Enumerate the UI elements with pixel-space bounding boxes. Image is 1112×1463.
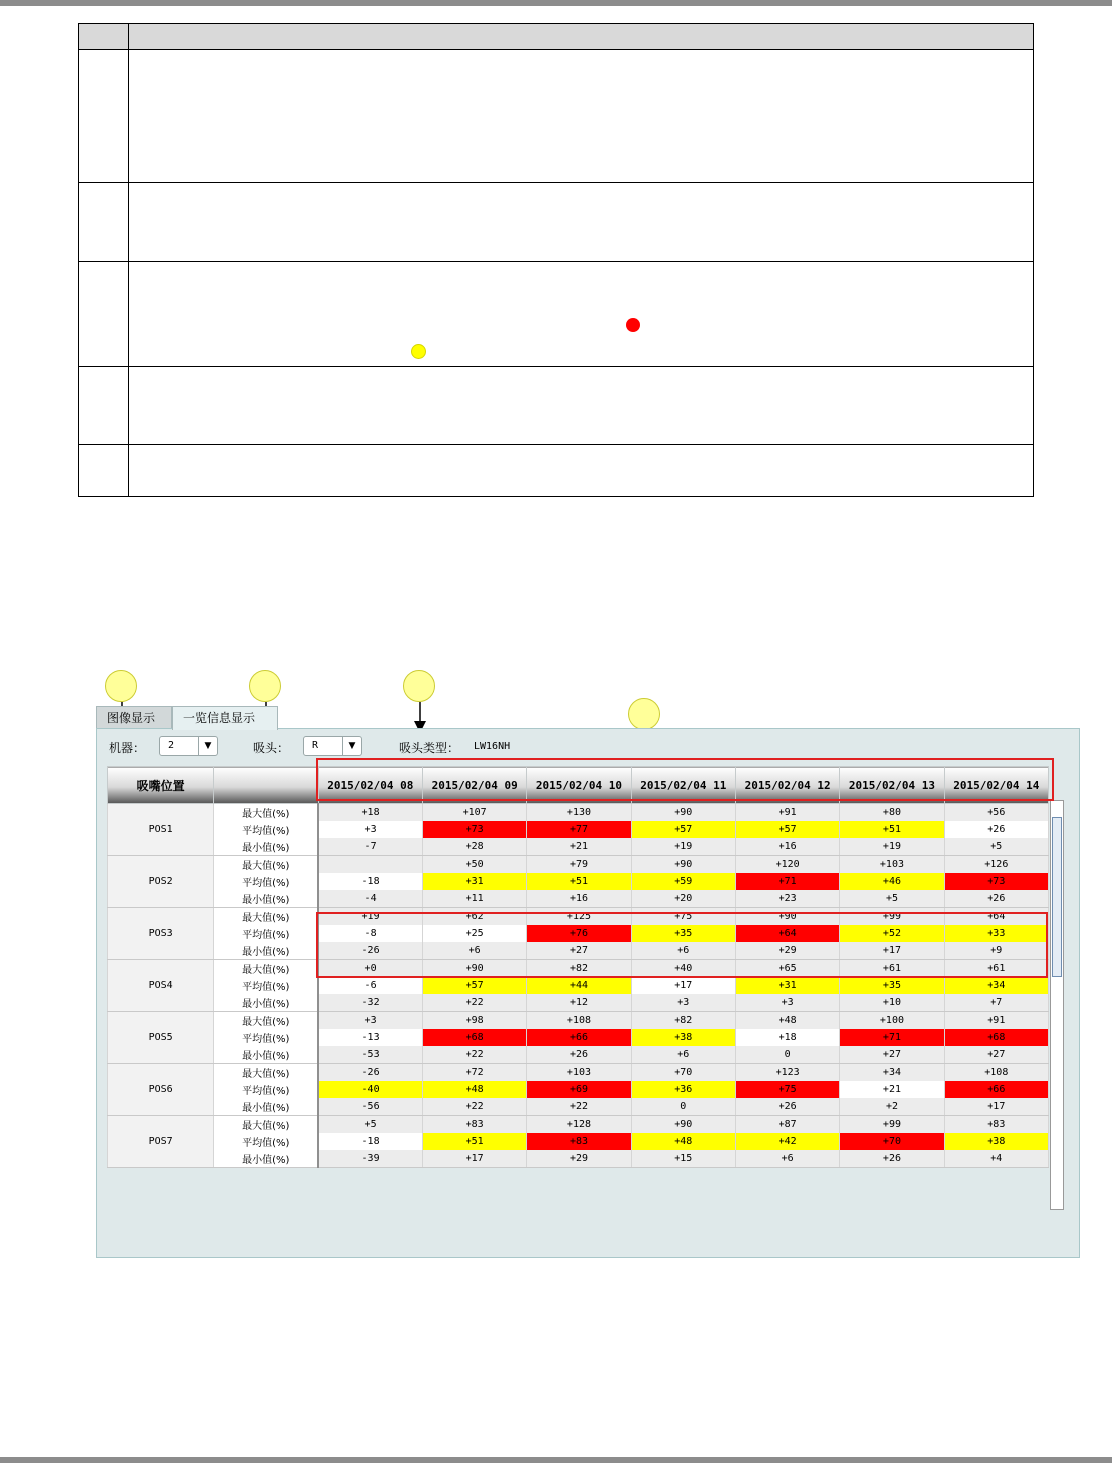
table-row xyxy=(108,821,1049,838)
value-cell: +75 xyxy=(735,1081,839,1098)
value-cell: -40 xyxy=(318,1081,422,1098)
value-cell: +28 xyxy=(422,838,526,856)
value-cell: +27 xyxy=(944,1046,1048,1064)
machine-select[interactable] xyxy=(159,736,218,756)
value-cell: +65 xyxy=(735,960,839,978)
value-cell: +15 xyxy=(631,1150,735,1168)
value-cell: +91 xyxy=(735,804,839,822)
vertical-scrollbar[interactable] xyxy=(1050,800,1064,1210)
date-column-header: 2015/02/04 10 xyxy=(527,767,631,804)
nozzle-position-cell: POS1 xyxy=(108,804,214,856)
pos3-rows-highlight xyxy=(316,912,1048,978)
value-cell: +80 xyxy=(840,804,944,822)
value-cell: +9 xyxy=(944,942,1048,960)
value-cell: +34 xyxy=(840,1064,944,1082)
value-cell: +16 xyxy=(735,838,839,856)
value-cell: +48 xyxy=(735,1012,839,1030)
metric-label: 平均值(%) xyxy=(214,821,318,838)
value-cell: +26 xyxy=(527,1046,631,1064)
value-cell: +123 xyxy=(735,1064,839,1082)
value-cell: +23 xyxy=(735,890,839,908)
value-cell: +57 xyxy=(631,821,735,838)
value-cell: +42 xyxy=(735,1133,839,1150)
value-cell: +79 xyxy=(527,856,631,874)
value-cell: +12 xyxy=(527,994,631,1012)
value-cell: +17 xyxy=(840,942,944,960)
nozzle-type-value: LW16NH xyxy=(474,741,511,752)
table-row xyxy=(108,873,1049,890)
metric-label: 最小值(%) xyxy=(214,838,318,856)
table-row xyxy=(108,1064,1049,1082)
value-cell: +27 xyxy=(840,1046,944,1064)
value-cell: +6 xyxy=(735,1150,839,1168)
value-cell: +3 xyxy=(318,821,422,838)
value-cell: -18 xyxy=(318,1133,422,1150)
value-cell: +44 xyxy=(527,977,631,994)
value-cell: +64 xyxy=(735,925,839,942)
date-column-header: 2015/02/04 11 xyxy=(631,767,735,804)
metric-label: 最大值(%) xyxy=(214,1012,318,1030)
value-cell: 0 xyxy=(631,1098,735,1116)
value-cell: 0 xyxy=(735,1046,839,1064)
value-cell: +5 xyxy=(944,838,1048,856)
value-cell: +82 xyxy=(527,960,631,978)
value-cell: +99 xyxy=(840,1116,944,1134)
value-cell: +21 xyxy=(527,838,631,856)
metric-label: 最大值(%) xyxy=(214,960,318,978)
head-label: 吸头： xyxy=(253,741,290,755)
date-columns-highlight xyxy=(316,758,1054,801)
value-cell: +48 xyxy=(422,1081,526,1098)
value-cell: -32 xyxy=(318,994,422,1012)
value-cell: +19 xyxy=(631,838,735,856)
metric-label: 最大值(%) xyxy=(214,1064,318,1082)
value-cell: +22 xyxy=(527,1098,631,1116)
value-cell: +38 xyxy=(944,1133,1048,1150)
table-row xyxy=(108,1046,1049,1064)
metric-label: 最大值(%) xyxy=(214,804,318,822)
value-cell: +22 xyxy=(422,994,526,1012)
metric-label: 最小值(%) xyxy=(214,1098,318,1116)
value-cell: +73 xyxy=(422,821,526,838)
table-row xyxy=(108,977,1049,994)
value-cell: +6 xyxy=(631,942,735,960)
value-cell: +52 xyxy=(840,925,944,942)
value-cell: +90 xyxy=(735,908,839,926)
value-cell: -13 xyxy=(318,1029,422,1046)
value-cell: -26 xyxy=(318,1064,422,1082)
value-cell: +68 xyxy=(944,1029,1048,1046)
value-cell: +22 xyxy=(422,1046,526,1064)
value-cell: +34 xyxy=(944,977,1048,994)
value-cell: +0 xyxy=(318,960,422,978)
value-cell xyxy=(318,856,422,874)
metric-label: 最大值(%) xyxy=(214,1116,318,1134)
value-cell: +82 xyxy=(631,1012,735,1030)
date-column-header: 2015/02/04 12 xyxy=(735,767,839,804)
value-cell: +3 xyxy=(735,994,839,1012)
value-cell: +57 xyxy=(735,821,839,838)
value-cell: +18 xyxy=(318,804,422,822)
value-cell: +36 xyxy=(631,1081,735,1098)
value-cell: +48 xyxy=(631,1133,735,1150)
table-row xyxy=(108,1029,1049,1046)
value-cell: +31 xyxy=(735,977,839,994)
value-cell: +50 xyxy=(422,856,526,874)
metric-label: 平均值(%) xyxy=(214,1029,318,1046)
value-cell: +83 xyxy=(944,1116,1048,1134)
metric-label: 最小值(%) xyxy=(214,1046,318,1064)
value-cell: +7 xyxy=(944,994,1048,1012)
value-cell: +57 xyxy=(422,977,526,994)
value-cell: +35 xyxy=(631,925,735,942)
value-cell: +68 xyxy=(422,1029,526,1046)
value-cell: +27 xyxy=(527,942,631,960)
value-cell: +99 xyxy=(840,908,944,926)
table-body xyxy=(108,804,1049,1168)
table-row xyxy=(108,1150,1049,1168)
value-cell: +64 xyxy=(944,908,1048,926)
metric-label: 最小值(%) xyxy=(214,942,318,960)
value-cell: +3 xyxy=(631,994,735,1012)
nozzle-position-header[interactable]: 吸嘴位置 xyxy=(108,767,214,804)
value-cell: +20 xyxy=(631,890,735,908)
scrollbar-thumb[interactable] xyxy=(1052,817,1062,977)
table-row xyxy=(108,856,1049,874)
value-cell: -6 xyxy=(318,977,422,994)
value-cell: +75 xyxy=(631,908,735,926)
value-cell: +126 xyxy=(944,856,1048,874)
tab-list-info-display[interactable]: 一览信息显示 xyxy=(172,706,278,730)
value-cell: +73 xyxy=(944,873,1048,890)
table-row xyxy=(108,804,1049,822)
value-cell: +18 xyxy=(735,1029,839,1046)
table-row xyxy=(108,1133,1049,1150)
nozzle-position-cell: POS6 xyxy=(108,1064,214,1116)
value-cell: +66 xyxy=(527,1029,631,1046)
nozzle-position-cell: POS2 xyxy=(108,856,214,908)
value-cell: +72 xyxy=(422,1064,526,1082)
value-cell: +61 xyxy=(944,960,1048,978)
value-cell: -18 xyxy=(318,873,422,890)
value-cell: +51 xyxy=(840,821,944,838)
value-cell: +76 xyxy=(527,925,631,942)
value-cell: +5 xyxy=(318,1116,422,1134)
nozzle-position-cell: POS3 xyxy=(108,908,214,960)
date-column-header: 2015/02/04 08 xyxy=(318,767,422,804)
chevron-down-icon: ▼ xyxy=(342,737,361,755)
value-cell: +100 xyxy=(840,1012,944,1030)
value-cell: +29 xyxy=(527,1150,631,1168)
value-cell: +26 xyxy=(944,890,1048,908)
value-cell: +46 xyxy=(840,873,944,890)
value-cell: +17 xyxy=(631,977,735,994)
metric-label: 平均值(%) xyxy=(214,1133,318,1150)
table-row xyxy=(108,1116,1049,1134)
value-cell: -26 xyxy=(318,942,422,960)
value-cell: +98 xyxy=(422,1012,526,1030)
value-cell: -53 xyxy=(318,1046,422,1064)
date-column-header: 2015/02/04 14 xyxy=(944,767,1048,804)
metric-label: 平均值(%) xyxy=(214,873,318,890)
metric-label: 最小值(%) xyxy=(214,1150,318,1168)
metric-label: 最大值(%) xyxy=(214,908,318,926)
value-cell: +6 xyxy=(631,1046,735,1064)
value-cell: +69 xyxy=(527,1081,631,1098)
value-cell: +125 xyxy=(527,908,631,926)
value-cell: +17 xyxy=(944,1098,1048,1116)
value-cell: +22 xyxy=(422,1098,526,1116)
value-cell: +59 xyxy=(631,873,735,890)
value-cell: +77 xyxy=(527,821,631,838)
metric-label: 平均值(%) xyxy=(214,1081,318,1098)
chevron-down-icon: ▼ xyxy=(198,737,217,755)
table-row xyxy=(108,1081,1049,1098)
value-cell: +66 xyxy=(944,1081,1048,1098)
value-cell: +29 xyxy=(735,942,839,960)
value-cell: +35 xyxy=(840,977,944,994)
table-row xyxy=(108,890,1049,908)
value-cell: +5 xyxy=(840,890,944,908)
value-cell: -8 xyxy=(318,925,422,942)
nozzle-position-cell: POS5 xyxy=(108,1012,214,1064)
value-cell: +51 xyxy=(527,873,631,890)
value-cell: +108 xyxy=(527,1012,631,1030)
value-cell: +51 xyxy=(422,1133,526,1150)
value-cell: +83 xyxy=(527,1133,631,1150)
value-cell: +26 xyxy=(735,1098,839,1116)
value-cell: +70 xyxy=(631,1064,735,1082)
value-cell: +62 xyxy=(422,908,526,926)
value-cell: +91 xyxy=(944,1012,1048,1030)
value-cell: +56 xyxy=(944,804,1048,822)
value-cell: +31 xyxy=(422,873,526,890)
value-cell: +19 xyxy=(318,908,422,926)
value-cell: +2 xyxy=(840,1098,944,1116)
value-cell: +25 xyxy=(422,925,526,942)
table-row xyxy=(108,838,1049,856)
table-row xyxy=(108,994,1049,1012)
value-cell: +108 xyxy=(944,1064,1048,1082)
value-cell: -4 xyxy=(318,890,422,908)
value-cell: +71 xyxy=(735,873,839,890)
value-cell: +90 xyxy=(422,960,526,978)
metric-label: 最小值(%) xyxy=(214,890,318,908)
value-cell: +103 xyxy=(840,856,944,874)
metric-label: 最大值(%) xyxy=(214,856,318,874)
value-cell: +120 xyxy=(735,856,839,874)
nozzle-position-cell: POS7 xyxy=(108,1116,214,1168)
value-cell: +103 xyxy=(527,1064,631,1082)
machine-label: 机器： xyxy=(109,741,146,755)
value-cell: +26 xyxy=(840,1150,944,1168)
table-row xyxy=(108,1012,1049,1030)
value-cell: +90 xyxy=(631,804,735,822)
value-cell: +90 xyxy=(631,856,735,874)
date-column-header: 2015/02/04 09 xyxy=(422,767,526,804)
value-cell: +11 xyxy=(422,890,526,908)
metric-label: 平均值(%) xyxy=(214,925,318,942)
value-cell: +19 xyxy=(840,838,944,856)
value-cell: +38 xyxy=(631,1029,735,1046)
value-cell: +87 xyxy=(735,1116,839,1134)
value-cell: +107 xyxy=(422,804,526,822)
value-cell: +16 xyxy=(527,890,631,908)
head-select-value: R xyxy=(312,740,319,751)
date-column-header: 2015/02/04 13 xyxy=(840,767,944,804)
value-cell: +61 xyxy=(840,960,944,978)
value-cell: +21 xyxy=(840,1081,944,1098)
value-cell: -39 xyxy=(318,1150,422,1168)
metric-header xyxy=(214,767,318,804)
tab-image-display[interactable]: 图像显示 xyxy=(96,706,172,728)
value-cell: +10 xyxy=(840,994,944,1012)
value-cell: +130 xyxy=(527,804,631,822)
value-cell: +90 xyxy=(631,1116,735,1134)
value-cell: +83 xyxy=(422,1116,526,1134)
value-cell: +70 xyxy=(840,1133,944,1150)
value-cell: +4 xyxy=(944,1150,1048,1168)
value-cell: +33 xyxy=(944,925,1048,942)
value-cell: +6 xyxy=(422,942,526,960)
metric-label: 平均值(%) xyxy=(214,977,318,994)
nozzle-position-cell: POS4 xyxy=(108,960,214,1012)
value-cell: +3 xyxy=(318,1012,422,1030)
machine-select-value: 2 xyxy=(168,740,175,751)
table-row xyxy=(108,1098,1049,1116)
nozzle-type-label: 吸头类型： xyxy=(399,741,460,755)
value-cell: -7 xyxy=(318,838,422,856)
value-cell: +71 xyxy=(840,1029,944,1046)
metric-label: 最小值(%) xyxy=(214,994,318,1012)
value-cell: +40 xyxy=(631,960,735,978)
head-select[interactable] xyxy=(303,736,362,756)
bottom-rule xyxy=(0,1457,1112,1463)
value-cell: +128 xyxy=(527,1116,631,1134)
value-cell: +26 xyxy=(944,821,1048,838)
value-cell: +17 xyxy=(422,1150,526,1168)
value-cell: -56 xyxy=(318,1098,422,1116)
